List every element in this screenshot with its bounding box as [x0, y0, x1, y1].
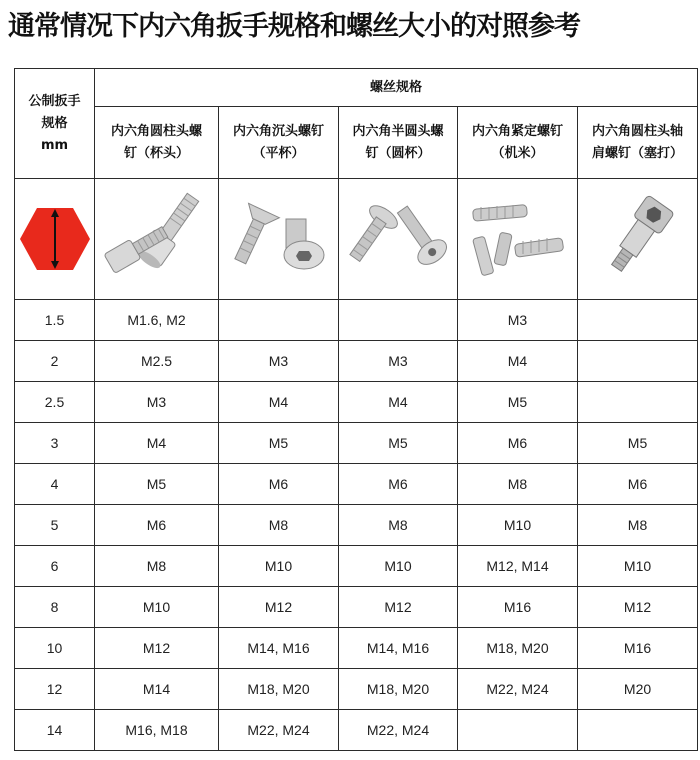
screw-size-cell: M18, M20 — [339, 669, 458, 710]
table-row — [15, 300, 698, 341]
screw-size-cell: M6 — [578, 464, 698, 505]
wrench-size-cell: 6 — [15, 546, 95, 587]
screw-size-cell: M5 — [458, 382, 578, 423]
table-row — [15, 423, 698, 464]
table-row — [15, 505, 698, 546]
screw-size-cell: M20 — [578, 669, 698, 710]
screw-type-header-line2: 钉（圆杯） — [365, 145, 431, 161]
screw-size-cell: M10 — [339, 546, 458, 587]
screw-size-cell: M22, M24 — [458, 669, 578, 710]
screw-size-cell: M12 — [95, 628, 219, 669]
screw-size-cell: M5 — [339, 423, 458, 464]
screw-size-cell: M6 — [458, 423, 578, 464]
screw-size-cell: M3 — [95, 382, 219, 423]
screw-type-header-line1: 内六角沉头螺钉 — [232, 123, 324, 139]
screw-size-cell — [458, 710, 578, 751]
screw-size-cell: M5 — [219, 423, 339, 464]
table-row — [15, 628, 698, 669]
screw-size-cell: M10 — [219, 546, 339, 587]
table-row — [15, 464, 698, 505]
screw-spec-header: 螺丝规格 — [95, 69, 698, 107]
screw-size-cell: M16 — [578, 628, 698, 669]
wrench-spec-line1: 公制扳手 — [28, 93, 81, 109]
screw-size-cell: M16 — [458, 587, 578, 628]
button-head-screw-icon — [343, 189, 453, 289]
hexagon-cell — [15, 179, 95, 300]
screw-size-cell: M4 — [95, 423, 219, 464]
screw-size-cell: M10 — [458, 505, 578, 546]
table-row — [15, 710, 698, 751]
screw-type-header-line1: 内六角圆柱头轴 — [592, 123, 684, 139]
screw-size-cell: M14 — [95, 669, 219, 710]
screw-type-header-line1: 内六角圆柱头螺 — [110, 123, 202, 139]
page-title: 通常情况下内六角扳手规格和螺丝大小的对照参考 — [8, 11, 580, 42]
screw-size-cell: M3 — [458, 300, 578, 341]
screw-size-cell: M22, M24 — [219, 710, 339, 751]
wrench-spec-line2: 规格 — [41, 115, 68, 131]
screw-size-cell: M12, M14 — [458, 546, 578, 587]
screw-size-cell: M18, M20 — [219, 669, 339, 710]
screw-size-cell: M4 — [339, 382, 458, 423]
screw-size-cell: M4 — [219, 382, 339, 423]
wrench-spec-line3: mm — [40, 137, 69, 153]
screw-size-cell: M2.5 — [95, 341, 219, 382]
screw-size-cell: M6 — [219, 464, 339, 505]
screw-size-cell: M18, M20 — [458, 628, 578, 669]
screw-type-header-line2: 钉（杯头） — [123, 145, 189, 161]
screw-type-header-line2: （机米） — [491, 145, 544, 161]
table-row — [15, 546, 698, 587]
shoulder-screw-icon — [583, 189, 693, 289]
screw-size-cell: M3 — [339, 341, 458, 382]
wrench-size-cell: 12 — [15, 669, 95, 710]
screw-type-header-3 — [339, 107, 458, 179]
wrench-size-cell: 10 — [15, 628, 95, 669]
screw-size-cell: M8 — [339, 505, 458, 546]
screw-size-cell: M8 — [458, 464, 578, 505]
socket-head-cap-screw-cell — [95, 179, 219, 300]
hexagon-icon — [19, 206, 91, 272]
wrench-size-cell: 3 — [15, 423, 95, 464]
socket-head-cap-screw-icon — [102, 189, 212, 289]
screw-size-cell: M6 — [339, 464, 458, 505]
screw-type-header-5 — [578, 107, 698, 179]
screw-size-cell: M12 — [219, 587, 339, 628]
screw-type-header-line1: 内六角半圆头螺 — [352, 123, 444, 139]
screw-size-cell — [578, 382, 698, 423]
shoulder-screw-cell — [578, 179, 698, 300]
table-row — [15, 341, 698, 382]
table-row — [15, 587, 698, 628]
screw-size-cell: M22, M24 — [339, 710, 458, 751]
wrench-size-cell: 4 — [15, 464, 95, 505]
screw-type-header-2 — [219, 107, 339, 179]
screw-size-cell — [219, 300, 339, 341]
screw-size-cell — [578, 300, 698, 341]
screw-size-cell: M12 — [578, 587, 698, 628]
screw-size-cell: M10 — [578, 546, 698, 587]
wrench-spec-header — [15, 69, 95, 179]
wrench-size-cell: 14 — [15, 710, 95, 751]
screw-size-cell: M5 — [95, 464, 219, 505]
table-row — [15, 669, 698, 710]
screw-size-cell: M8 — [95, 546, 219, 587]
screw-type-header-1 — [95, 107, 219, 179]
screw-size-cell — [578, 710, 698, 751]
screw-type-header-line2: （平杯） — [252, 145, 305, 161]
screw-size-cell: M8 — [219, 505, 339, 546]
set-screw-icon — [463, 189, 573, 289]
screw-size-cell: M6 — [95, 505, 219, 546]
screw-size-cell — [578, 341, 698, 382]
screw-size-cell — [339, 300, 458, 341]
screw-type-header-line1: 内六角紧定螺钉 — [471, 123, 563, 139]
screw-size-cell: M8 — [578, 505, 698, 546]
spec-table — [14, 68, 698, 751]
button-head-screw-cell — [339, 179, 458, 300]
screw-type-header-line2: 肩螺钉（塞打） — [592, 145, 684, 161]
countersunk-screw-icon — [224, 189, 334, 289]
screw-size-cell: M1.6, M2 — [95, 300, 219, 341]
table-row — [15, 382, 698, 423]
countersunk-screw-cell — [219, 179, 339, 300]
screw-size-cell: M10 — [95, 587, 219, 628]
screw-size-cell: M16, M18 — [95, 710, 219, 751]
screw-size-cell: M14, M16 — [219, 628, 339, 669]
wrench-size-cell: 2 — [15, 341, 95, 382]
screw-size-cell: M12 — [339, 587, 458, 628]
wrench-size-cell: 1.5 — [15, 300, 95, 341]
screw-type-header-4 — [458, 107, 578, 179]
screw-size-cell: M14, M16 — [339, 628, 458, 669]
screw-size-cell: M3 — [219, 341, 339, 382]
wrench-size-cell: 5 — [15, 505, 95, 546]
wrench-size-cell: 8 — [15, 587, 95, 628]
set-screw-cell — [458, 179, 578, 300]
screw-size-cell: M4 — [458, 341, 578, 382]
wrench-size-cell: 2.5 — [15, 382, 95, 423]
screw-size-cell: M5 — [578, 423, 698, 464]
